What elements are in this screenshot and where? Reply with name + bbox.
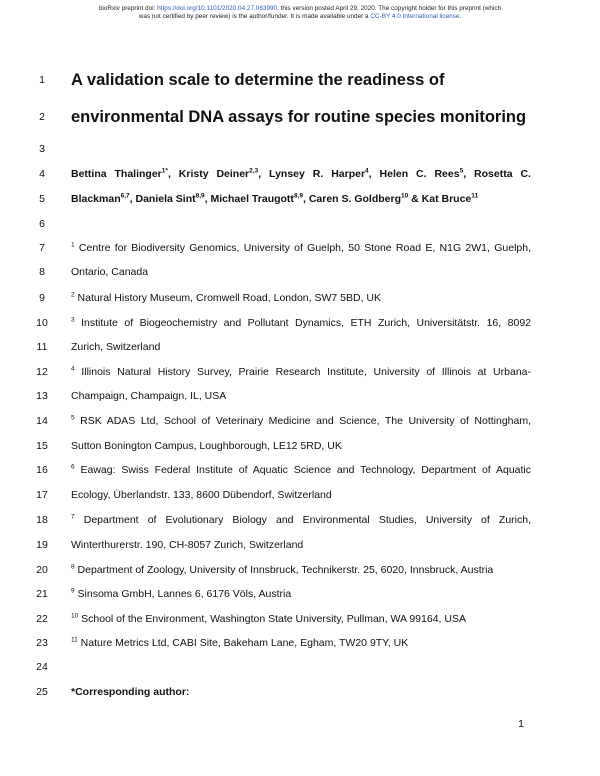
line-number: 8 xyxy=(39,266,45,278)
author-name-first-part: Rosetta C. xyxy=(474,168,531,180)
affiliation-9: $^9$ Sinsoma GmbH, Lannes 6, 6176 Völs, Austria xyxy=(71,587,292,600)
line-number: 4 xyxy=(39,168,45,180)
line-number: 11 xyxy=(36,341,48,353)
author-name: Caren S. Goldberg xyxy=(308,193,402,205)
author-name: Helen C. Rees xyxy=(379,168,460,180)
line-number: 1 xyxy=(39,74,45,86)
line-number: 2 xyxy=(39,111,45,123)
corresponding-author-heading: *Corresponding author: xyxy=(71,686,190,698)
author-name-last-part: Blackman xyxy=(71,193,121,205)
affiliation-4-cont: Champaign, Champaign, IL, USA xyxy=(71,390,227,402)
doi-link[interactable]: https://doi.org/10.1101/2020.04.27.063990 xyxy=(157,5,278,12)
line-number: 24 xyxy=(36,661,48,673)
line-number: 10 xyxy=(36,317,48,329)
affiliation-3-cont: Zurich, Switzerland xyxy=(71,341,161,353)
affiliation-7-cont: Winterthurerstr. 190, CH-8057 Zurich, Switzerland xyxy=(71,539,304,551)
license-link[interactable]: CC-BY 4.0 International license xyxy=(370,13,460,20)
line-number: 21 xyxy=(36,588,48,600)
affiliation-10: $^{10}$ School of the Environment, Washington State University, Pullman, WA 99164, USA xyxy=(71,612,466,625)
paper-title-line-1: A validation scale to determine the readiness of xyxy=(71,71,445,89)
line-number: 14 xyxy=(36,415,48,427)
affiliation-5: $^5$ RSK ADAS Ltd, School of Veterinary Medicine and Science, The University of Nottingham, xyxy=(71,414,532,427)
author-name: Kat Bruce xyxy=(421,193,472,205)
affiliation-11: $^{11}$ Nature Metrics Ltd, CABI Site, Bakeham Lane, Egham, TW20 9TY, UK xyxy=(71,636,409,649)
header-line-2: was not certified by peer review) is the author/funder. It is made available under a CC-BY 4.0 International license. xyxy=(138,13,462,20)
author-line-1: Bettina Thalinger$^{1*}$, Kristy Deiner$^{2,3}$, Lynsey R. Harper$^4$, Helen C. Rees$^5$, Rosetta C. xyxy=(71,167,531,180)
line-number: 7 xyxy=(39,242,45,254)
line-number: 3 xyxy=(39,143,45,155)
author-name: Kristy Deiner xyxy=(178,168,250,180)
line-number: 16 xyxy=(36,464,48,476)
line-number: 17 xyxy=(36,489,48,501)
line-number: 22 xyxy=(36,613,48,625)
affiliation-1: $^1$ Centre for Biodiversity Genomics, University of Guelph, 50 Stone Road E, N1G 2W1, Guelph, xyxy=(71,241,531,254)
affiliation-7: $^7$ Department of Evolutionary Biology and Environmental Studies, University of Zurich, xyxy=(71,513,531,526)
author-name: Lynsey R. Harper xyxy=(269,168,366,180)
line-number: 12 xyxy=(36,366,48,378)
paper-title-line-2: environmental DNA assays for routine species monitoring xyxy=(71,108,527,126)
author-line-2: Blackman$^{6,7}$, Daniela Sint$^{8,9}$, Michael Traugott$^{8,9}$, Caren S. Goldberg$^{10}$ & Kat Bruce$^{11}$ xyxy=(71,192,479,205)
line-number: 25 xyxy=(36,686,48,698)
author-name: Daniela Sint xyxy=(135,193,196,205)
line-number: 23 xyxy=(36,637,48,649)
affiliation-5-cont: Sutton Bonington Campus, Loughborough, LE12 5RD, UK xyxy=(71,440,342,452)
affiliation-6-cont: Ecology, Überlandstr. 133, 8600 Dübendorf, Switzerland xyxy=(71,489,332,501)
header-line-1: bioRxiv preprint doi: https://doi.org/10.1101/2020.04.27.063990. this version posted April 29, 2020. The copyright holder for this preprint (which xyxy=(98,5,502,12)
line-number: 13 xyxy=(36,390,48,402)
affiliation-6: $^6$ Eawag: Swiss Federal Institute of Aquatic Science and Technology, Department of Aquatic xyxy=(71,463,532,476)
line-number: 9 xyxy=(39,292,45,304)
page-number: 1 xyxy=(518,718,524,730)
line-number: 20 xyxy=(36,564,48,576)
affiliation-3: $^3$ Institute of Biogeochemistry and Pollutant Dynamics, ETH Zurich, Universitätstr. 16, 8092 xyxy=(71,316,531,329)
line-number: 15 xyxy=(36,440,48,452)
line-number: 5 xyxy=(39,193,45,205)
affiliation-8: $^8$ Department of Zoology, University of Innsbruck, Technikerstr. 25, 6020, Innsbruck, Austria xyxy=(71,563,494,576)
author-name: Bettina Thalinger xyxy=(71,168,162,180)
author-name: Michael Traugott xyxy=(210,193,294,205)
line-number: 18 xyxy=(36,514,48,526)
affiliation-1-cont: Ontario, Canada xyxy=(71,266,149,278)
line-number: 6 xyxy=(39,218,45,230)
affiliation-2: $^2$ Natural History Museum, Cromwell Road, London, SW7 5BD, UK xyxy=(71,291,381,304)
line-number: 19 xyxy=(36,539,48,551)
preprint-header xyxy=(0,5,600,21)
affiliation-4: $^4$ Illinois Natural History Survey, Prairie Research Institute, University of Illinois at Urbana- xyxy=(71,365,531,378)
